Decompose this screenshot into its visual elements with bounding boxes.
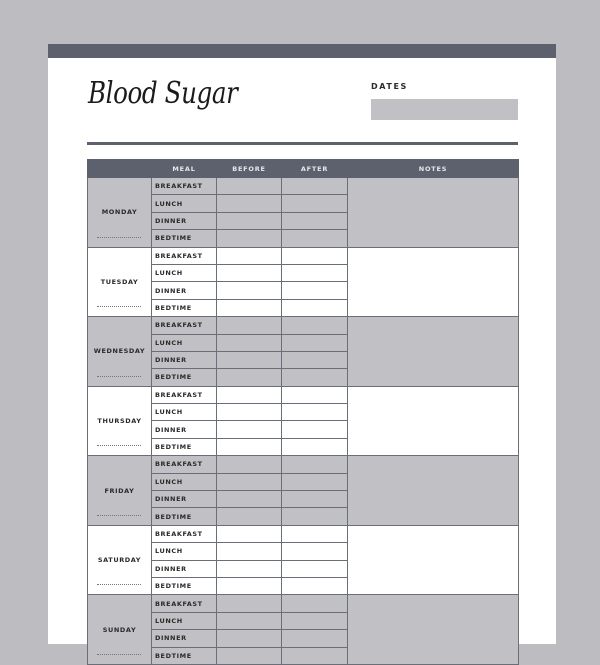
meal-label: BREAKFAST [152,317,217,334]
meal-label: BEDTIME [152,299,217,316]
day-label: SUNDAY [102,625,137,634]
after-cell[interactable] [282,595,348,612]
after-cell[interactable] [282,543,348,560]
before-cell[interactable] [217,299,282,316]
meal-label: DINNER [152,212,217,229]
meal-label: LUNCH [152,404,217,421]
after-cell[interactable] [282,282,348,299]
table-row [88,595,519,612]
meal-label: LUNCH [152,195,217,212]
meal-label: LUNCH [152,334,217,351]
before-cell[interactable] [217,264,282,281]
table-row [88,386,519,403]
day-label: THURSDAY [97,416,142,425]
meal-label: BREAKFAST [152,247,217,264]
table-row [88,247,519,264]
table-row [88,525,519,542]
before-cell[interactable] [217,421,282,438]
notes-cell[interactable] [348,386,519,456]
date-dotted-line[interactable] [97,376,141,377]
after-cell[interactable] [282,334,348,351]
after-cell[interactable] [282,456,348,473]
before-cell[interactable] [217,595,282,612]
notes-cell[interactable] [348,525,519,595]
day-label: FRIDAY [104,486,135,495]
meal-label: DINNER [152,491,217,508]
before-cell[interactable] [217,438,282,455]
before-cell[interactable] [217,351,282,368]
before-cell[interactable] [217,230,282,247]
after-cell[interactable] [282,630,348,647]
day-cell [88,386,152,456]
meal-label: LUNCH [152,264,217,281]
meal-label: DINNER [152,421,217,438]
meal-label: DINNER [152,282,217,299]
table-row [88,178,519,195]
table-header-row [88,160,519,178]
before-cell[interactable] [217,491,282,508]
header-after: AFTER [282,160,348,178]
header-day [88,160,152,178]
before-cell[interactable] [217,282,282,299]
notes-cell[interactable] [348,317,519,387]
meal-label: DINNER [152,630,217,647]
day-cell [88,525,152,595]
dates-field[interactable] [371,99,518,120]
meal-label: BREAKFAST [152,525,217,542]
after-cell[interactable] [282,178,348,195]
before-cell[interactable] [217,560,282,577]
before-cell[interactable] [217,612,282,629]
before-cell[interactable] [217,317,282,334]
log-sheet-page [48,44,556,660]
after-cell[interactable] [282,299,348,316]
notes-cell[interactable] [348,247,519,317]
day-cell [88,247,152,317]
meal-label: BEDTIME [152,438,217,455]
dates-label: DATES [371,82,408,91]
after-cell[interactable] [282,230,348,247]
table-row [88,317,519,334]
before-cell[interactable] [217,212,282,229]
meal-label: LUNCH [152,473,217,490]
after-cell[interactable] [282,438,348,455]
before-cell[interactable] [217,195,282,212]
after-cell[interactable] [282,560,348,577]
day-cell [88,456,152,526]
day-cell [88,178,152,248]
after-cell[interactable] [282,508,348,525]
after-cell[interactable] [282,525,348,542]
after-cell[interactable] [282,317,348,334]
before-cell[interactable] [217,577,282,594]
meal-label: LUNCH [152,612,217,629]
after-cell[interactable] [282,195,348,212]
table-row [88,456,519,473]
header-notes: NOTES [348,160,519,178]
before-cell[interactable] [217,178,282,195]
before-cell[interactable] [217,543,282,560]
day-label: TUESDAY [100,277,139,286]
meal-label: BEDTIME [152,647,217,664]
after-cell[interactable] [282,612,348,629]
before-cell[interactable] [217,369,282,386]
before-cell[interactable] [217,525,282,542]
meal-label: BEDTIME [152,508,217,525]
before-cell[interactable] [217,647,282,664]
date-dotted-line[interactable] [97,445,141,446]
day-label: MONDAY [101,208,138,217]
meal-label: BREAKFAST [152,595,217,612]
after-cell[interactable] [282,473,348,490]
after-cell[interactable] [282,404,348,421]
blood-sugar-table [87,159,519,665]
day-label: WEDNESDAY [93,347,146,356]
meal-label: LUNCH [152,543,217,560]
meal-label: DINNER [152,351,217,368]
date-dotted-line[interactable] [97,654,141,655]
after-cell[interactable] [282,369,348,386]
date-dotted-line[interactable] [97,584,141,585]
meal-label: BREAKFAST [152,386,217,403]
before-cell[interactable] [217,630,282,647]
meal-label: DINNER [152,560,217,577]
header-meal: MEAL [152,160,217,178]
day-cell [88,595,152,665]
date-dotted-line[interactable] [97,237,141,238]
notes-cell[interactable] [348,595,519,665]
before-cell[interactable] [217,508,282,525]
date-dotted-line[interactable] [97,515,141,516]
after-cell[interactable] [282,647,348,664]
after-cell[interactable] [282,421,348,438]
after-cell[interactable] [282,212,348,229]
after-cell[interactable] [282,577,348,594]
page-title: Blood Sugar [88,76,238,111]
meal-label: BEDTIME [152,369,217,386]
before-cell[interactable] [217,404,282,421]
title-divider [87,142,518,145]
notes-cell[interactable] [348,456,519,526]
after-cell[interactable] [282,264,348,281]
before-cell[interactable] [217,473,282,490]
before-cell[interactable] [217,334,282,351]
after-cell[interactable] [282,247,348,264]
day-cell [88,317,152,387]
meal-label: BEDTIME [152,577,217,594]
after-cell[interactable] [282,351,348,368]
meal-label: BREAKFAST [152,456,217,473]
top-accent-bar [48,44,556,58]
before-cell[interactable] [217,456,282,473]
header-before: BEFORE [217,160,282,178]
notes-cell[interactable] [348,178,519,248]
day-label: SATURDAY [97,556,142,565]
before-cell[interactable] [217,386,282,403]
before-cell[interactable] [217,247,282,264]
after-cell[interactable] [282,386,348,403]
meal-label: BREAKFAST [152,178,217,195]
meal-label: BEDTIME [152,230,217,247]
after-cell[interactable] [282,491,348,508]
date-dotted-line[interactable] [97,306,141,307]
